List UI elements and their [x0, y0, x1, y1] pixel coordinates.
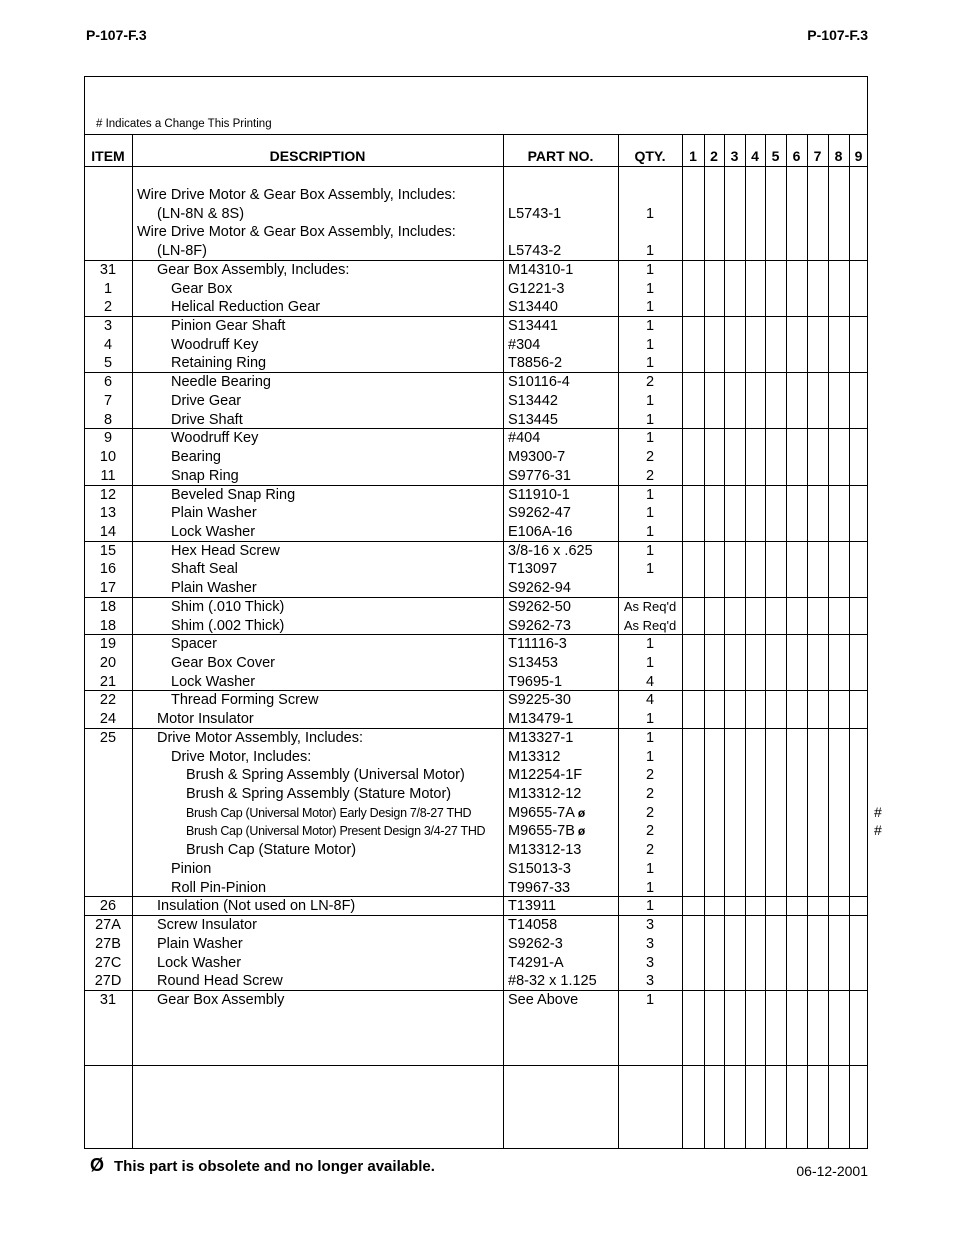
quantity: 4 [645, 692, 655, 708]
quantity: 1 [645, 318, 655, 334]
description: Needle Bearing [171, 374, 271, 390]
part-number [508, 579, 571, 597]
part-number-text: S9776-31 [508, 468, 571, 484]
part-number-text: #304 [508, 337, 541, 353]
part-number [508, 467, 571, 485]
col-header-part-no: PART NO. [527, 148, 594, 164]
item-number: 6 [103, 374, 113, 390]
part-number [508, 298, 558, 316]
part-number [508, 205, 561, 223]
item-number: 17 [99, 580, 117, 596]
part-number-text: S9262-47 [508, 505, 571, 521]
part-number [508, 879, 570, 897]
description: Drive Gear [171, 393, 242, 409]
part-number-text: L5743-1 [508, 206, 562, 222]
part-number-text: T11116-3 [508, 636, 567, 652]
quantity: 1 [645, 337, 655, 353]
description: Bearing [171, 449, 221, 465]
quantity: 1 [645, 992, 655, 1008]
page-code-left: P-107-F.3 [86, 27, 147, 43]
description: Gear Box [171, 281, 233, 297]
quantity: 2 [645, 374, 655, 390]
part-number-text: T9695-1 [508, 674, 563, 690]
part-number-text: #8-32 x 1.125 [508, 973, 597, 989]
description: Plain Washer [171, 505, 257, 521]
part-number-text: M9300-7 [508, 449, 566, 465]
description: Round Head Screw [157, 973, 283, 989]
part-number-text: 3/8-16 x .625 [508, 543, 593, 559]
description: Plain Washer [171, 580, 257, 596]
description: Gear Box Cover [171, 655, 275, 671]
part-number-text: G1221-3 [508, 281, 565, 297]
quantity: 1 [645, 655, 655, 671]
part-number-text: M13312 [508, 749, 561, 765]
column-divider [503, 134, 504, 1149]
column-divider [786, 134, 787, 1149]
part-number-text: M13479-1 [508, 711, 574, 727]
quantity: 2 [645, 786, 655, 802]
quantity: 1 [645, 711, 655, 727]
description: Lock Washer [171, 524, 256, 540]
part-number-text: T13911 [508, 898, 557, 914]
part-number-text: S13453 [508, 655, 558, 671]
description: Wire Drive Motor & Gear Box Assembly, Includes: [137, 187, 456, 203]
part-number-text: S15013-3 [508, 861, 571, 877]
part-number [508, 523, 573, 541]
description: Pinion Gear Shaft [171, 318, 286, 334]
page-code-right: P-107-F.3 [807, 27, 868, 43]
part-number [508, 261, 573, 279]
part-number [508, 972, 597, 990]
item-number: 4 [103, 337, 113, 353]
part-number [508, 560, 557, 578]
item-number: 22 [99, 692, 117, 708]
col-header-model-8: 8 [834, 148, 843, 164]
part-number-text: T14058 [508, 917, 558, 933]
description: Screw Insulator [157, 917, 257, 933]
quantity: 1 [645, 243, 655, 259]
description: Brush & Spring Assembly (Stature Motor) [186, 786, 452, 802]
part-number-text: T4291-A [508, 955, 564, 971]
quantity: 2 [645, 823, 655, 839]
column-divider [704, 134, 705, 1149]
quantity: 1 [645, 898, 655, 914]
item-number: 5 [103, 355, 113, 371]
description: Spacer [171, 636, 217, 652]
col-header-item: ITEM [91, 148, 125, 164]
part-number [508, 729, 573, 747]
item-number: 20 [99, 655, 117, 671]
item-number: 19 [99, 636, 117, 652]
column-divider [807, 134, 808, 1149]
part-number [508, 486, 570, 504]
header-bottom-rule [84, 166, 868, 167]
item-number: 14 [99, 524, 117, 540]
part-number-text: T9967-33 [508, 880, 571, 896]
quantity: 3 [645, 955, 655, 971]
description: Woodruff Key [171, 337, 259, 353]
item-number: 21 [99, 674, 117, 690]
col-header-qty: QTY. [634, 148, 666, 164]
quantity: 2 [645, 842, 655, 858]
item-number: 31 [99, 262, 117, 278]
item-number: 12 [99, 487, 117, 503]
item-number: 27D [94, 973, 122, 989]
part-number [508, 542, 593, 560]
obsolete-legend-text: This part is obsolete and no longer available. [114, 1158, 435, 1175]
description: Brush Cap (Stature Motor) [186, 842, 357, 858]
description: Retaining Ring [171, 355, 267, 371]
part-number [508, 804, 585, 822]
obsolete-legend [90, 1155, 435, 1176]
change-mark: # [874, 804, 882, 820]
description: Beveled Snap Ring [171, 487, 296, 503]
quantity: 1 [645, 487, 655, 503]
part-number [508, 654, 558, 672]
description: Shim (.002 Thick) [171, 618, 285, 634]
part-number [508, 242, 561, 260]
description: Shim (.010 Thick) [171, 599, 285, 615]
quantity: 2 [645, 449, 655, 465]
quantity: 1 [645, 355, 655, 371]
description: Helical Reduction Gear [171, 299, 321, 315]
part-number [508, 448, 565, 466]
quantity: 1 [645, 262, 655, 278]
part-number [508, 822, 585, 840]
quantity: 4 [645, 674, 655, 690]
part-number-text: S9262-73 [508, 618, 571, 634]
item-number: 31 [99, 992, 117, 1008]
part-number [508, 598, 571, 616]
part-number-text: S13445 [508, 412, 558, 428]
quantity: 1 [645, 730, 655, 746]
column-divider [765, 134, 766, 1149]
description: (LN-8N & 8S) [157, 206, 245, 222]
part-number-text: S13442 [508, 393, 558, 409]
part-number [508, 411, 558, 429]
quantity: 3 [645, 917, 655, 933]
obsolete-marker: ø [577, 824, 586, 838]
part-number [508, 897, 556, 915]
item-number: 10 [99, 449, 117, 465]
description: Thread Forming Screw [171, 692, 319, 708]
part-number [508, 860, 571, 878]
part-number-text: S9225-30 [508, 692, 571, 708]
part-number-text: M13312-12 [508, 786, 582, 802]
part-number-text: T8856-2 [508, 355, 563, 371]
part-number [508, 785, 581, 803]
part-number [508, 710, 573, 728]
description: Gear Box Assembly [157, 992, 285, 1008]
footer-date: 06-12-2001 [796, 1163, 868, 1179]
description: Brush Cap (Universal Motor) Early Design 7/8-27 THD [186, 806, 472, 820]
part-number [508, 916, 557, 934]
item-number: 24 [99, 711, 117, 727]
quantity: 1 [645, 393, 655, 409]
part-number-text: E106A-16 [508, 524, 573, 540]
item-number: 1 [103, 281, 113, 297]
part-number [508, 691, 571, 709]
part-number-text: L5743-2 [508, 243, 562, 259]
obsolete-symbol: Ø [90, 1155, 105, 1175]
part-number-text: M9655-7A [508, 805, 575, 821]
table-bottom-rule [84, 1065, 868, 1066]
part-number [508, 317, 558, 335]
item-number: 27B [95, 936, 121, 952]
quantity: 1 [645, 281, 655, 297]
quantity: As Req'd [623, 599, 677, 614]
item-number: 11 [100, 468, 116, 484]
quantity: As Req'd [623, 618, 677, 633]
description: Motor Insulator [157, 711, 254, 727]
item-number: 13 [99, 505, 117, 521]
part-number-text: S9262-3 [508, 936, 563, 952]
col-header-model-5: 5 [771, 148, 780, 164]
description: Gear Box Assembly, Includes: [157, 262, 350, 278]
quantity: 2 [645, 767, 655, 783]
item-number: 18 [99, 599, 117, 615]
item-number: 27C [94, 955, 122, 971]
part-number-text: M13327-1 [508, 730, 574, 746]
description: Woodruff Key [171, 430, 259, 446]
item-number: 15 [99, 543, 117, 559]
part-number [508, 673, 562, 691]
header-top-rule [84, 134, 868, 135]
item-number: 8 [103, 412, 113, 428]
description: Drive Shaft [171, 412, 243, 428]
item-number: 2 [103, 299, 113, 315]
quantity: 1 [645, 299, 655, 315]
quantity: 3 [645, 936, 655, 952]
quantity: 1 [645, 749, 655, 765]
col-header-description: DESCRIPTION [269, 148, 366, 164]
col-header-model-2: 2 [710, 148, 718, 164]
part-number-text: M12254-1F [508, 767, 583, 783]
part-number [508, 935, 563, 953]
item-number: 16 [99, 561, 117, 577]
description: Lock Washer [157, 955, 242, 971]
part-number-text: T13097 [508, 561, 558, 577]
description: Wire Drive Motor & Gear Box Assembly, Includes: [137, 224, 456, 240]
part-number-text: S10116-4 [508, 374, 570, 390]
part-number-text: M9655-7B [508, 823, 575, 839]
description: Lock Washer [171, 674, 256, 690]
quantity: 3 [645, 973, 655, 989]
description: Brush & Spring Assembly (Universal Motor) [186, 767, 465, 783]
item-number: 18 [99, 618, 117, 634]
part-number [508, 841, 581, 859]
description: Insulation (Not used on LN-8F) [157, 898, 356, 914]
part-number [508, 354, 562, 372]
description: Plain Washer [157, 936, 243, 952]
col-header-model-7: 7 [813, 148, 822, 164]
quantity: 1 [645, 636, 655, 652]
description: Pinion [171, 861, 212, 877]
part-number [508, 392, 558, 410]
part-number-text: S11910-1 [508, 487, 570, 503]
column-divider [828, 134, 829, 1149]
description: Hex Head Screw [171, 543, 280, 559]
quantity: 1 [645, 206, 655, 222]
part-number [508, 766, 582, 784]
part-number-text: #404 [508, 430, 541, 446]
column-divider [745, 134, 746, 1149]
part-number [508, 748, 560, 766]
column-divider [849, 134, 850, 1149]
part-number-text: S13441 [508, 318, 558, 334]
change-note: # Indicates a Change This Printing [96, 118, 272, 130]
part-number [508, 954, 564, 972]
quantity: 2 [645, 468, 655, 484]
part-number-text: M13312-13 [508, 842, 582, 858]
part-number-text: S9262-50 [508, 599, 571, 615]
item-number: 25 [99, 730, 117, 746]
col-header-model-4: 4 [751, 148, 759, 164]
column-divider [132, 134, 133, 1149]
quantity: 1 [645, 561, 655, 577]
part-number [508, 617, 571, 635]
part-number [508, 991, 578, 1009]
quantity: 1 [645, 861, 655, 877]
quantity: 1 [645, 430, 655, 446]
item-number: 3 [103, 318, 113, 334]
item-number: 27A [95, 917, 121, 933]
col-header-model-6: 6 [792, 148, 801, 164]
part-number [508, 373, 570, 391]
change-mark: # [874, 822, 882, 838]
column-divider [724, 134, 725, 1149]
part-number-text: S9262-94 [508, 580, 571, 596]
part-number [508, 635, 567, 653]
item-number: 9 [103, 430, 113, 446]
description: Brush Cap (Universal Motor) Present Design 3/4-27 THD [186, 824, 486, 838]
description: Snap Ring [171, 468, 239, 484]
item-number: 7 [103, 393, 113, 409]
part-number-text: See Above [508, 992, 579, 1008]
col-header-model-9: 9 [854, 148, 863, 164]
description: Shaft Seal [171, 561, 238, 577]
description: Drive Motor Assembly, Includes: [157, 730, 364, 746]
part-number-text: S13440 [508, 299, 558, 315]
part-number [508, 336, 540, 354]
quantity: 2 [645, 805, 655, 821]
description: Drive Motor, Includes: [171, 749, 312, 765]
description: Roll Pin-Pinion [171, 880, 267, 896]
part-number [508, 280, 564, 298]
part-number [508, 429, 540, 447]
obsolete-marker: ø [577, 806, 586, 820]
quantity: 1 [645, 505, 655, 521]
column-divider [682, 134, 683, 1149]
quantity: 1 [645, 543, 655, 559]
col-header-model-1: 1 [689, 148, 697, 164]
col-header-model-3: 3 [730, 148, 739, 164]
part-number-text: M14310-1 [508, 262, 574, 278]
quantity: 1 [645, 412, 655, 428]
quantity: 1 [645, 524, 655, 540]
item-number: 26 [99, 898, 117, 914]
description: (LN-8F) [157, 243, 207, 259]
part-number [508, 504, 571, 522]
quantity: 1 [645, 880, 655, 896]
